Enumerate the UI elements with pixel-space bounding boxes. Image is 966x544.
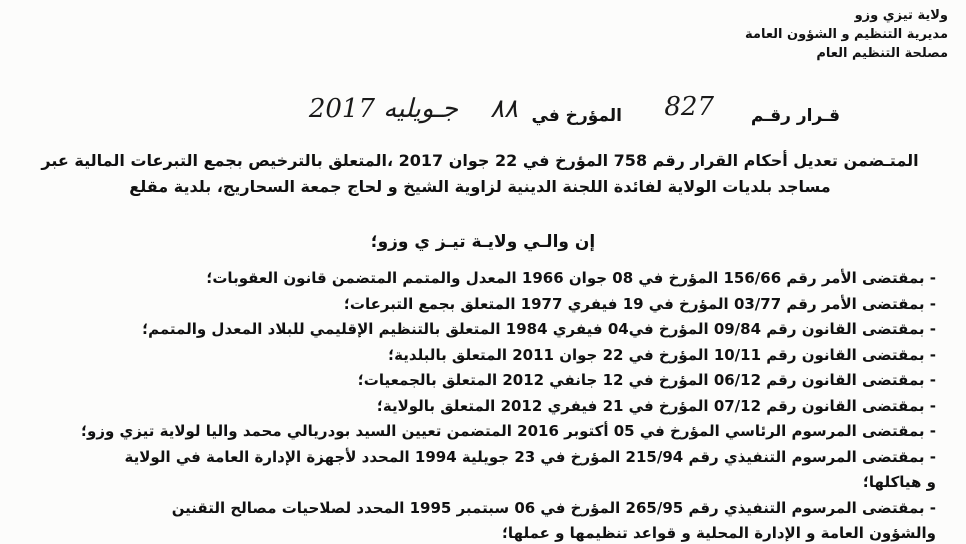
- reference-item: - بمقتضى القانون رقم 10/11 المؤرخ في 22 جوان 2011 المتعلق بالبلدية؛: [388, 345, 936, 364]
- decision-prefix: قـرار رقـم: [750, 106, 840, 126]
- reference-item: - بمقتضى الأمر رقم 03/77 المؤرخ في 19 فيفري 1977 المتعلق بجمع التبرعات؛: [343, 294, 936, 313]
- subject-line: المتـضمن تعديل أحكام القرار رقم 758 المؤرخ في 22 جوان 2017 ،المتعلق بالترخيص بجمع التبرعات المالية عبر: [41, 151, 919, 170]
- decision-month-year-handwritten: جـويليه 2017: [308, 94, 458, 124]
- reference-item: - بمقتضى المرسوم التنفيذي رقم 215/94 المؤرخ في 23 جويلية 1994 المحدد لأجهزة الإدارة العامة في الولاية: [124, 447, 936, 466]
- header-wilaya: ولاية تيزي وزو: [854, 8, 948, 23]
- decision-dated-label: المؤرخ في: [531, 106, 622, 126]
- reference-item: - بمقتضى الأمر رقم 156/66 المؤرخ في 08 جوان 1966 المعدل والمتمم المتضمن قانون العقوبات؛: [206, 269, 936, 287]
- decision-number-handwritten: 827: [664, 92, 714, 122]
- header-directorate: مديرية التنظيم و الشؤون العامة: [745, 27, 948, 42]
- reference-item: - بمقتضى المرسوم الرئاسي المؤرخ في 05 أكتوبر 2016 المتضمن تعيين السيد بودريالي محمد واليا لولاية تيزي وزو؛: [81, 422, 936, 440]
- subject-line: مساجد بلديات الولاية لفائدة اللجنة الدينية لزاوية الشيخ و لحاج جمعة السحاريج، بلدية مقلع: [129, 177, 831, 196]
- reference-item: - بمقتضى المرسوم التنفيذي رقم 265/95 المؤرخ في 06 سبتمبر 1995 المحدد لصلاحيات مصالح التقنين: [171, 498, 936, 517]
- decision-title-line: [120, 92, 840, 140]
- wali-heading: إن والـي ولايـة تيـز ي وزو؛: [370, 232, 596, 252]
- legal-references-list: [26, 266, 936, 544]
- reference-item: و هياكلها؛: [862, 473, 936, 491]
- reference-item: - بمقتضى القانون رقم 06/12 المؤرخ في 12 جانفي 2012 المتعلق بالجمعيات؛: [357, 371, 936, 389]
- reference-item: - بمقتضى القانون رقم 07/12 المؤرخ في 21 فيفري 2012 المتعلق بالولاية؛: [376, 396, 936, 415]
- reference-item: - بمقتضى القانون رقم 09/84 المؤرخ في04 فيفري 1984 المتعلق بالتنظيم الإقليمي للبلاد المعدل والمتمم؛: [142, 320, 936, 338]
- decision-day-handwritten: ٨٨: [490, 94, 518, 124]
- header-service: مصلحة التنظيم العام: [816, 46, 948, 61]
- issuing-authority-header: [688, 6, 948, 63]
- decision-subject: [40, 148, 920, 200]
- reference-item: والشؤون العامة و الإدارة المحلية و قواعد تنظيمها و عملها؛: [501, 524, 936, 542]
